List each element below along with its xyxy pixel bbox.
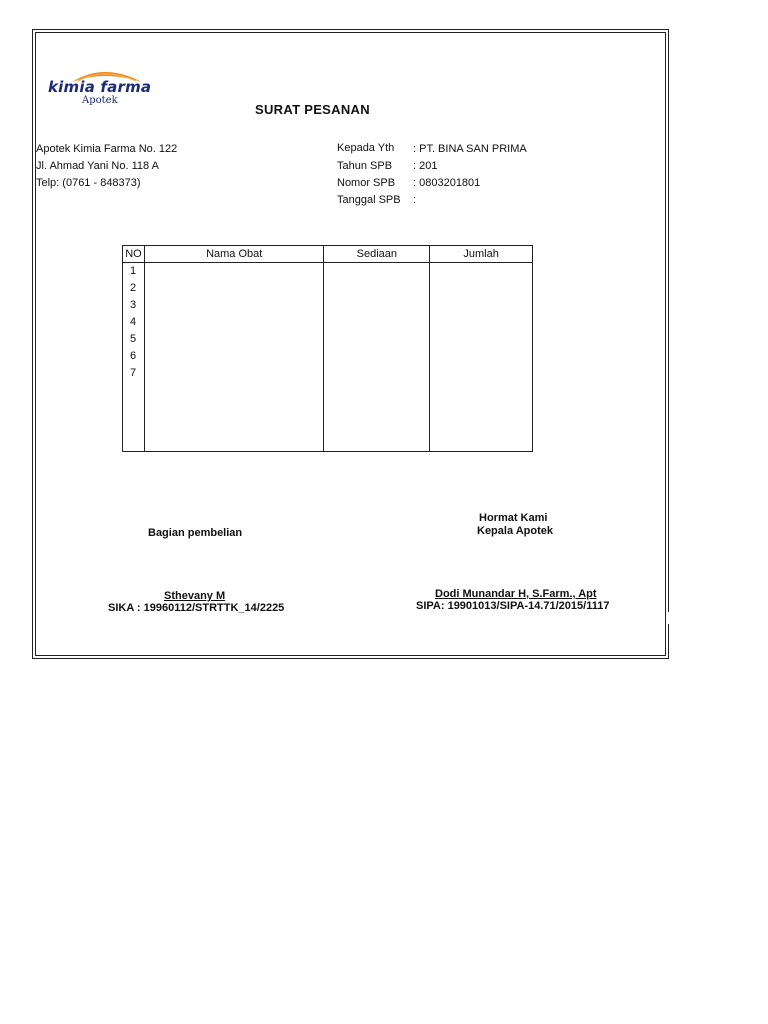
date-value: : [413,194,417,206]
jumlah-cell[interactable] [430,297,533,314]
header-sediaan: Sediaan [324,246,430,263]
nama-obat-cell[interactable] [144,314,323,331]
header-jumlah: Jumlah [430,246,533,263]
jumlah-cell[interactable] [430,365,533,382]
table-row [123,348,533,365]
right-signer-title: Kepala Apotek [477,525,554,537]
sediaan-cell[interactable] [324,365,430,382]
jumlah-cell[interactable] [430,263,533,281]
jumlah-cell[interactable] [430,331,533,348]
border-gap [666,612,672,624]
left-signer-title: Bagian pembelian [148,527,243,539]
jumlah-cell[interactable] [430,314,533,331]
sediaan-cell[interactable] [324,331,430,348]
table-blank-row [123,382,533,452]
left-signer-license: SIKA : 19960112/STRTTK_14/2225 [108,602,285,614]
year-value: : 201 [413,160,438,172]
table-row [123,297,533,314]
table-row [123,263,533,281]
table-row [123,331,533,348]
jumlah-cell[interactable] [430,348,533,365]
table-row [123,314,533,331]
closing-greeting: Hormat Kami [479,512,548,524]
row-number: 7 [123,365,145,382]
year-label: Tahun SPB [337,160,393,172]
number-value: : 0803201801 [413,177,481,189]
recipient-label: Kepada Yth [337,142,395,154]
nama-obat-cell[interactable] [144,331,323,348]
sediaan-cell[interactable] [324,348,430,365]
nama-obat-cell[interactable] [144,348,323,365]
nama-obat-cell[interactable] [144,263,323,281]
sediaan-cell[interactable] [324,280,430,297]
table-header-row [123,246,533,263]
header-no: NO [123,246,145,263]
date-label: Tanggal SPB [337,194,401,206]
right-signer-name: Dodi Munandar H, S.Farm., Apt [435,588,597,600]
left-signer-name: Sthevany M [164,590,226,602]
sender-name: Apotek Kimia Farma No. 122 [36,143,178,155]
row-number: 4 [123,314,145,331]
sediaan-cell[interactable] [324,382,430,452]
right-signer-license: SIPA: 19901013/SIPA-14.71/2015/1117 [416,600,610,612]
table-row [123,365,533,382]
sediaan-cell[interactable] [324,263,430,281]
nama-obat-cell[interactable] [144,280,323,297]
nama-obat-cell[interactable] [144,382,323,452]
sediaan-cell[interactable] [324,297,430,314]
nama-obat-cell[interactable] [144,365,323,382]
logo-brand-text: kimia farma [48,78,152,96]
row-number: 2 [123,280,145,297]
order-table [122,245,533,452]
logo-sub-text: Apotek [82,95,118,106]
row-number: 1 [123,263,145,281]
header-nama-obat: Nama Obat [144,246,323,263]
sediaan-cell[interactable] [324,314,430,331]
jumlah-cell[interactable] [430,280,533,297]
sender-address: Jl. Ahmad Yani No. 118 A [36,160,159,172]
recipient-value: : PT. BINA SAN PRIMA [413,143,527,155]
row-number: 5 [123,331,145,348]
sender-phone: Telp: (0761 - 848373) [36,177,141,189]
number-label: Nomor SPB [337,177,396,189]
jumlah-cell[interactable] [430,382,533,452]
empty-cell [123,382,145,452]
row-number: 6 [123,348,145,365]
document-title: SURAT PESANAN [255,102,370,117]
nama-obat-cell[interactable] [144,297,323,314]
table-row [123,280,533,297]
row-number: 3 [123,297,145,314]
